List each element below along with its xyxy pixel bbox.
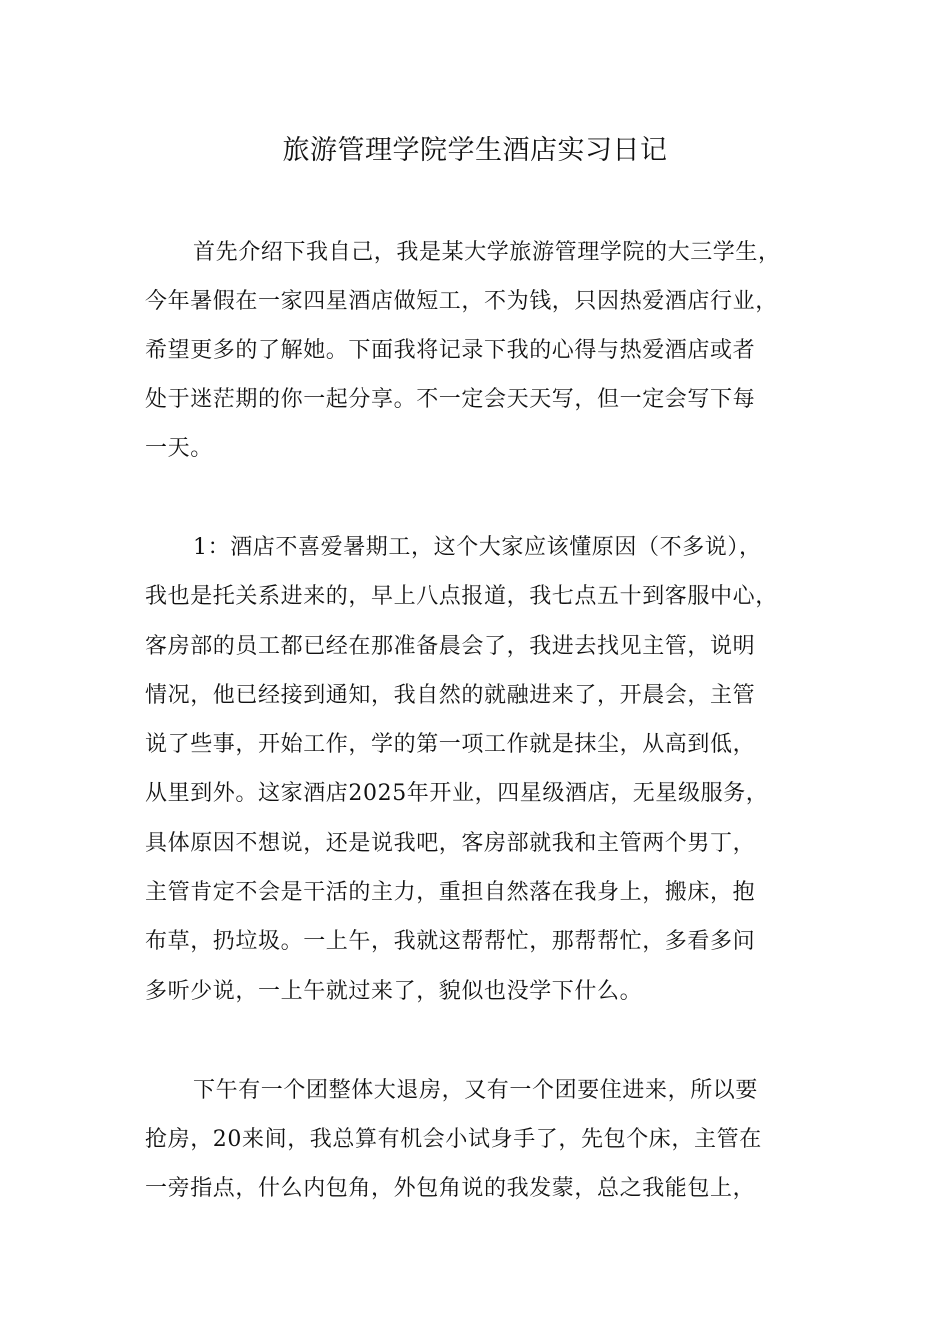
paragraph-2-line-1: 1：酒店不喜爱暑期工，这个大家应该懂原因（不多说），	[193, 535, 762, 560]
paragraph-1-line-3: 希望更多的了解她。下面我将记录下我的心得与热爱酒店或者	[145, 338, 756, 363]
paragraph-2-line-2: 我也是托关系进来的，早上八点报道，我七点五十到客服中心，	[145, 584, 778, 609]
paragraph-1-line-5: 一天。	[145, 436, 213, 461]
paragraph-1-line-4: 处于迷茫期的你一起分享。不一定会天天写，但一定会写下每	[145, 387, 756, 412]
paragraph-3-line-1: 下午有一个团整体大退房，又有一个团要住进来，所以要	[193, 1078, 759, 1103]
paragraph-2-line-8: 主管肯定不会是干活的主力，重担自然落在我身上，搬床，抱	[145, 880, 756, 905]
paragraph-3-line-2: 抢房，20来间，我总算有机会小试身手了，先包个床，主管在	[145, 1127, 762, 1152]
paragraph-2-line-9: 布草，扔垃圾。一上午，我就这帮帮忙，那帮帮忙，多看多问	[145, 929, 756, 954]
paragraph-2-line-7: 具体原因不想说，还是说我吧，客房部就我和主管两个男丁，	[145, 831, 756, 856]
paragraph-2-line-10: 多听少说，一上午就过来了，貌似也没学下什么。	[145, 979, 643, 1004]
paragraph-2-line-3: 客房部的员工都已经在那准备晨会了，我进去找见主管，说明	[145, 634, 756, 659]
document-title: 旅游管理学院学生酒店实习日记	[282, 135, 668, 166]
paragraph-2-line-6: 从里到外。这家酒店2025年开业，四星级酒店，无星级服务，	[145, 781, 769, 806]
paragraph-3-line-3: 一旁指点，什么内包角，外包角说的我发蒙，总之我能包上，	[145, 1176, 756, 1201]
paragraph-2-line-5: 说了些事，开始工作，学的第一项工作就是抹尘，从高到低，	[145, 732, 756, 757]
paragraph-2-line-4: 情况，他已经接到通知，我自然的就融进来了，开晨会，主管	[145, 683, 756, 708]
paragraph-1-line-1: 首先介绍下我自己，我是某大学旅游管理学院的大三学生，	[193, 240, 781, 265]
paragraph-1-line-2: 今年暑假在一家四星酒店做短工，不为钱，只因热爱酒店行业，	[145, 289, 778, 314]
